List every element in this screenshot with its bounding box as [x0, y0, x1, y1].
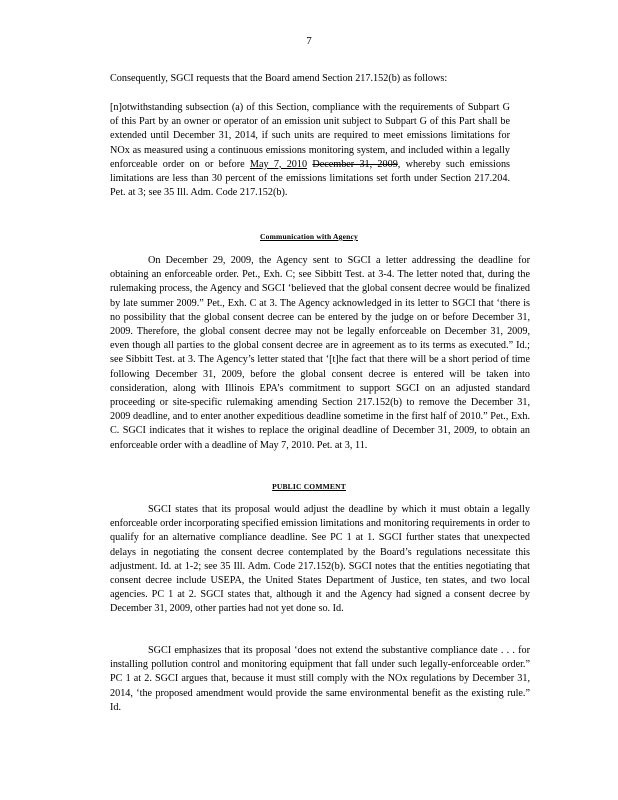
page-number: 7	[306, 35, 312, 47]
quote-text-1: [n]otwithstanding subsection (a) of this Section, compliance with the requirements of Subpart G of this Part by an owner or operator of an emission unit subject to Subpart G of this Part shall be extended until December 31, 2014, if such units are required to meet emissions limitations for NOx as measured using a continuous emissions monitoring system, and included within a legally enforceable order on or before	[110, 102, 510, 170]
public-comment-paragraph-2: SGCI emphasizes that its proposal ‘does not extend the substantive compliance date . . . for installing pollution control and monitoring equipment that fall under such legally-enforceable order.” PC 1 at 2. SGCI argues that, because it must still comply with the NOx regulations by December 31, 2014, ‘the proposed amendment would provide the same environmental benefit as the existing rule.” Id.	[110, 645, 530, 713]
deleted-text: December 31, 2009	[312, 158, 398, 170]
intro-paragraph: Consequently, SGCI requests that the Board amend Section 217.152(b) as follows:	[110, 73, 448, 84]
quoted-regulation	[110, 101, 510, 200]
section-heading-communication: Communication with Agency	[260, 232, 358, 241]
inserted-text: May 7, 2010	[249, 158, 308, 170]
public-comment-paragraph-1: SGCI states that its proposal would adjust the deadline by which it must obtain a legally enforceable order incorporating specified emission limitations and monitoring requirements in order to qualify for an alternative compliance deadline. See PC 1 at 1. SGCI further states that unexpected delays in negotiating the consent decree contemplated by the Board’s regulations necessitate this adjustment. Id. at 1-2; see 35 Ill. Adm. Code 217.152(b). SGCI notes that the entities negotiating that consent decree include USEPA, the United States Department of Justice, ten states, and two local agencies. PC 1 at 2. SGCI states that, although it and the Agency had signed a consent decree by December 31, 2009, other parties had not yet done so. Id.	[110, 504, 530, 615]
section-heading-public-comment: PUBLIC COMMENT	[272, 482, 346, 491]
quote-text-2: , whereby such emissions limitations are less than 30 percent of the emissions limitations set forth under Section 217.204. Pet. at 3; see 35 Ill. Adm. Code 217.152(b).	[110, 158, 511, 199]
communication-paragraph: On December 29, 2009, the Agency sent to SGCI a letter addressing the deadline for obtaining an enforceable order. Pet., Exh. C; see Sibbitt Test. at 3-4. The letter noted that, during the rulemaking process, the Agency and SGCI ‘believed that the global consent decree would be finalized by late summer 2009.” Pet., Exh. C at 3. The Agency acknowledged in its letter to SGCI that ‘there is no possibility that the global consent decree can be entered by the judge on or before December 31, 2009. Therefore, the global consent decree may not be legally enforceable on December 31, 2009, even though all parties to the global consent decree are in agreement as to its terms as executed.” Id.; see Sibbitt Test. at 3. The Agency’s letter stated that ‘[t]he fact that there will be a short period of time following December 31, 2009, before the global consent decree is entered will be taken into consideration, along with Illinois EPA’s commitment to support SGCI on an adjusted standard proceeding or site-specific rulemaking amending Section 217.152(b) to remove the December 31, 2009 deadline, and to enter another expeditious deadline sometime in the first half of 2010.” Pet., Exh. C. SGCI indicates that it wishes to replace the original deadline of December 31, 2009, to obtain an enforceable order with a deadline of May 7, 2010. Pet. at 3, 11.	[110, 255, 530, 451]
